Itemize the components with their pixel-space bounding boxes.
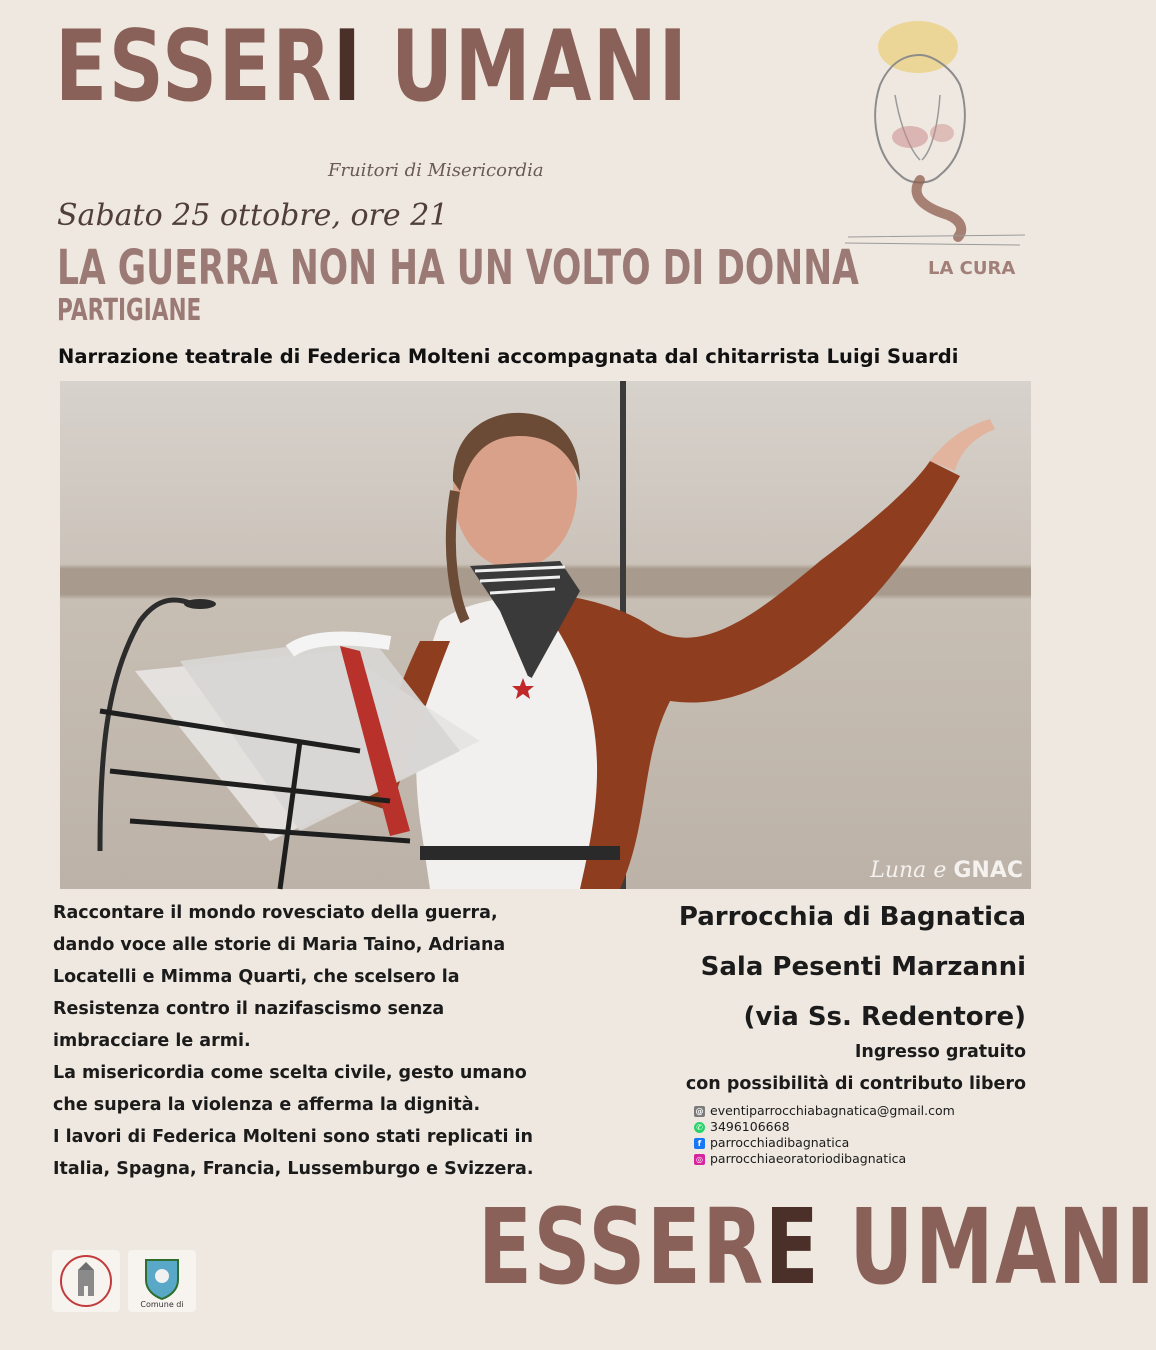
series-title-accent: I — [332, 10, 363, 124]
contact-email[interactable]: eventiparrocchiabagnatica@gmail.com — [710, 1103, 955, 1118]
footer-title — [478, 1186, 1156, 1308]
photo-credit — [870, 858, 1023, 883]
play-subtitle: PARTIGIANE — [57, 293, 202, 328]
entry-contribution: con possibilità di contributo libero — [685, 1074, 1026, 1094]
contact-instagram-row[interactable] — [694, 1151, 955, 1167]
venue-info — [679, 892, 1026, 1042]
contact-phone[interactable]: 3496106668 — [710, 1119, 790, 1134]
crest-icon — [142, 1254, 182, 1300]
contact-email-row[interactable] — [694, 1103, 955, 1119]
contact-instagram[interactable]: parrocchiaeoratoriodibagnatica — [710, 1151, 907, 1166]
photo-credit-mid: e — [933, 858, 947, 883]
description-paragraph: I lavori di Federica Molteni sono stati replicati in Italia, Spagna, Francia, Lussemburgo e Svizzera. — [53, 1127, 534, 1179]
venue-hall: Sala Pesenti Marzanni — [700, 952, 1026, 982]
whatsapp-icon: ✆ — [694, 1122, 705, 1133]
series-title-part1: ESSER — [55, 10, 333, 124]
event-date: Sabato 25 ottobre, ore 21 — [57, 198, 449, 233]
performance-photo — [60, 381, 1031, 889]
photo-credit-brand: GNAC — [953, 858, 1023, 883]
entry-info — [686, 1036, 1026, 1100]
venue-address: (via Ss. Redentore) — [743, 1002, 1026, 1032]
venue-parish: Parrocchia di Bagnatica — [678, 902, 1026, 932]
photo-credit-script: Luna — [870, 858, 927, 883]
series-title — [55, 10, 689, 124]
instagram-icon: ◎ — [694, 1154, 705, 1165]
facebook-icon: f — [694, 1138, 705, 1149]
footer-title-accent: E — [764, 1186, 821, 1308]
series-subtitle: Fruitori di Misericordia — [328, 160, 544, 181]
hands-drawing-icon — [840, 25, 1030, 250]
municipality-label: Comune di — [140, 1299, 184, 1309]
series-title-part2: UMANI — [362, 10, 689, 124]
description-paragraph: Raccontare il mondo rovesciato della guerra, dando voce alle storie di Maria Taino, Adriana Locatelli e Mimma Quarti, che scelsero la Resistenza contro il nazifascismo senza imbracciare le armi. — [53, 903, 506, 1051]
event-description — [53, 897, 563, 1185]
contact-list — [694, 1103, 955, 1167]
municipality-logo — [128, 1250, 196, 1312]
footer-title-part2: UMANI — [820, 1186, 1156, 1308]
contact-facebook[interactable]: parrocchiadibagnatica — [710, 1135, 850, 1150]
contact-phone-row[interactable] — [694, 1119, 955, 1135]
church-icon — [59, 1254, 113, 1308]
play-title: LA GUERRA NON HA UN VOLTO DI DONNA — [57, 240, 859, 296]
entry-free: Ingresso gratuito — [854, 1042, 1026, 1062]
logo-caption: LA CURA — [928, 258, 1016, 279]
contact-facebook-row[interactable] — [694, 1135, 955, 1151]
parish-logo — [52, 1250, 120, 1312]
email-icon: @ — [695, 1106, 704, 1116]
description-paragraph: La misericordia come scelta civile, gesto umano che supera la violenza e afferma la dignità. — [53, 1063, 527, 1115]
narration-credits: Narrazione teatrale di Federica Molteni accompagnata dal chitarrista Luigi Suardi — [58, 345, 959, 368]
partner-logos — [52, 1250, 196, 1312]
footer-title-part1: ESSER — [478, 1186, 765, 1308]
